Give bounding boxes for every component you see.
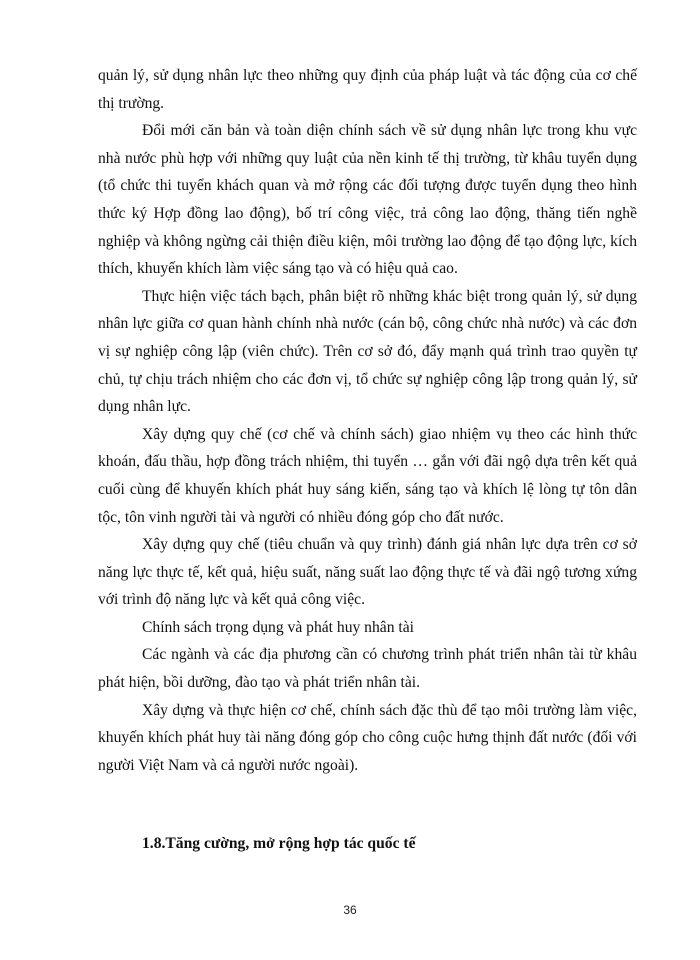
- paragraph: Đổi mới căn bản và toàn diện chính sách về sử dụng nhân lực trong khu vực nhà nước phù hợp với những quy luật của nền kinh tế thị trường, từ khâu tuyển dụng (tổ chức thi tuyển khách quan và mở rộng các đối tượng được tuyển dụng theo hình thức ký Hợp đồng lao động), bố trí công việc, trả công lao động, thăng tiến nghề nghiệp và không ngừng cải thiện điều kiện, môi trường lao động để tạo động lực, kích thích, khuyến khích làm việc sáng tạo và có hiệu quả cao.: [98, 122, 637, 278]
- subheading-paragraph: Chính sách trọng dụng và phát huy nhân tài: [142, 618, 414, 636]
- paragraph: Xây dựng và thực hiện cơ chế, chính sách đặc thù để tạo môi trường làm việc, khuyến khích phát huy tài năng đóng góp cho công cuộc hưng thịnh đất nước (đối với người Việt Nam và cả người nước ngoài).: [98, 701, 637, 774]
- paragraph: Xây dựng quy chế (tiêu chuẩn và quy trình) đánh giá nhân lực dựa trên cơ sở năng lực thực tế, kết quả, hiệu suất, năng suất lao động thực tế và đãi ngộ tương xứng với trình độ năng lực và kết quả công việc.: [98, 536, 637, 609]
- page-number: 36: [343, 903, 357, 917]
- paragraph: Các ngành và các địa phương cần có chương trình phát triển nhân tài từ khâu phát hiện, bồi dưỡng, đào tạo và phát triển nhân tài.: [98, 646, 637, 692]
- section-heading: 1.8.Tăng cường, mở rộng hợp tác quốc tế: [142, 835, 416, 852]
- body-text: [98, 62, 637, 779]
- paragraph: Thực hiện việc tách bạch, phân biệt rõ những khác biệt trong quản lý, sử dụng nhân lực giữa cơ quan hành chính nhà nước (cán bộ, công chức nhà nước) và các đơn vị sự nghiệp công lập (viên chức). Trên cơ sở đó, đẩy mạnh quá trình trao quyền tự chủ, tự chịu trách nhiệm cho các đơn vị, tổ chức sự nghiệp công lập trong quản lý, sử dụng nhân lực.: [98, 287, 637, 416]
- paragraph-continuation: quản lý, sử dụng nhân lực theo những quy định của pháp luật và tác động của cơ chế thị trường.: [98, 67, 637, 112]
- paragraph: Xây dựng quy chế (cơ chế và chính sách) giao nhiệm vụ theo các hình thức khoán, đấu thầu, hợp đồng trách nhiệm, thi tuyển … gắn với đãi ngộ dựa trên kết quả cuối cùng để khuyến khích phát huy sáng kiến, sáng tạo và khích lệ lòng tự tôn dân tộc, tôn vinh người tài và người có nhiều đóng góp cho đất nước.: [98, 425, 637, 526]
